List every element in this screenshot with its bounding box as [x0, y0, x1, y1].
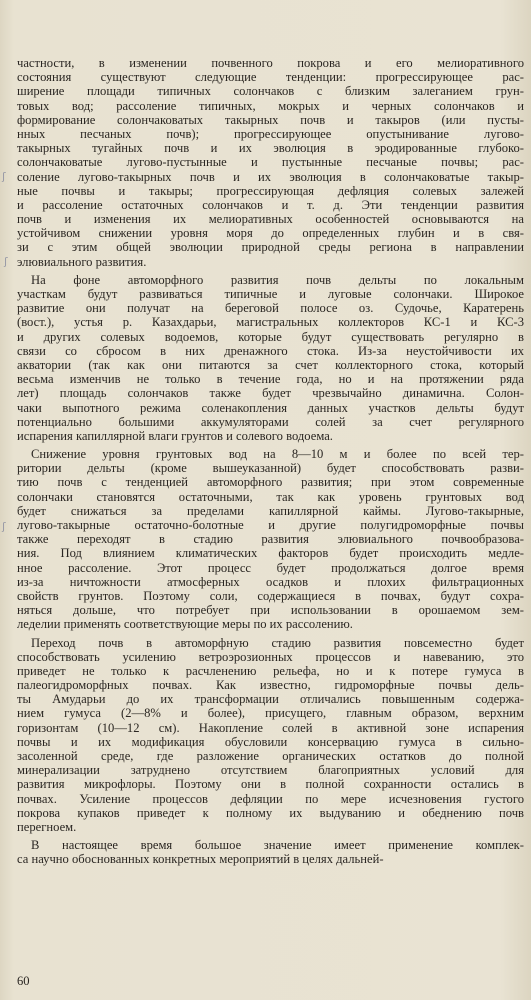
text-line: засоленной среде, где разложение органических остатков до полной	[17, 749, 524, 763]
text-line: лет) площадь солончаков также будет чрезвычайно динамична. Солон-	[17, 386, 524, 401]
text-line: развития микрофлоры. Поэтому они в полной сохранности остались в	[17, 777, 524, 792]
text-line: са научно обоснованных конкретных мероприятий в целях дальней-	[17, 852, 384, 867]
pencil-mark-icon: ʃ	[4, 255, 8, 268]
text-line: способствовать усилению ветроэрозионных процессов и навеванию, это	[17, 649, 524, 664]
text-line: и других солевых водоемов, которые будут существовать регулярно в	[17, 329, 524, 344]
text-line: связи со сбросом в них дренажного стока. Из-за неустойчивости их	[17, 343, 524, 358]
text-line: В настоящее время большое значение имеет применение комплек-	[31, 838, 524, 853]
text-line: приведет не только к расчленению рельефа, но и к потере гумуса в	[17, 663, 524, 678]
paragraph	[17, 56, 524, 269]
text-line: ты Амударьи до их трансформации отличались повышенным содержа-	[17, 692, 524, 707]
text-line: испарения капиллярной влаги грунтов и солевого водоема.	[17, 428, 333, 443]
page-number: 60	[17, 974, 30, 988]
text-line: нных песчаных почв); прогрессирующее опустынивание лугово-	[17, 126, 524, 141]
paragraph	[17, 447, 524, 631]
text-line: перегноем.	[17, 819, 77, 834]
text-line: развитие они получат на береговой полосе оз. Судочье, Каратерень	[17, 301, 524, 316]
pencil-mark-icon: ʃ	[2, 520, 6, 533]
paragraph	[17, 273, 524, 443]
text-line: весьма изменчив не только в течение года, но и на протяжении ряда	[17, 372, 524, 387]
text-line: формирование солончаковатых такырных почв и такыров (или пусты-	[17, 112, 524, 127]
text-line: тию почв с тенденцией автоморфного развития; при этом современные	[17, 475, 524, 490]
text-line: ритории дельты (кроме вышеуказанной) будет способствовать разви-	[17, 461, 524, 476]
text-line: солончаки становятся остаточными, так как уровень грунтовых вод	[17, 489, 524, 504]
text-line: Снижение уровня грунтовых вод на 8—10 м и более по всей тер-	[31, 447, 524, 462]
text-line: ния. Под влиянием климатических факторов будет происходить медле-	[17, 546, 524, 561]
text-line: также переходят в стадию развития элювиального почвообразова-	[17, 532, 524, 547]
text-line: лугово-такырные остаточно-болотные и другие полугидроморфные почвы	[17, 518, 524, 532]
text-line: свойств грунтов. Поэтому соли, содержащиеся в почвах, будут сохра-	[17, 588, 524, 603]
text-line: и рассоление остаточных солончаков и т. д. Эти тенденции развития	[17, 197, 524, 212]
text-line: почвы и их модификация обусловили консервацию гумуса в сильно-	[17, 734, 524, 749]
text-line: ные почвы и такыры; прогрессирующая дефляция солевых залежей	[17, 183, 524, 198]
text-line: товых вод; рассоление типичных, мокрых и черных солончаков и	[17, 98, 524, 113]
text-line: зи с этим общей эволюции природной среды региона в направлении	[17, 240, 524, 255]
text-line: чаки выпотного режима соленакопления данных участков дельты будут	[17, 400, 524, 415]
text-line: элювиального развития.	[17, 254, 147, 269]
text-line: (вост.), устья р. Казахдарьи, магистральных коллекторов КС-1 и КС-3	[17, 315, 524, 330]
text-line: будет снижаться за пределами капиллярной каймы. Лугово-такырные,	[17, 503, 524, 518]
text-line: участкам будут развиваться типичные и луговые солончаки. Широкое	[17, 287, 524, 301]
paragraph	[17, 636, 524, 835]
text-line: ширение площади типичных солончаков с близким залеганием грун-	[17, 84, 524, 99]
text-line: такырных тугайных почв и их эволюция в эродированные глубоко-	[17, 141, 524, 156]
text-line: нием гумуса (2—8% и более), присущего, главным образом, верхним	[17, 706, 524, 721]
text-line: нное рассоление. Этот процесс будет продолжаться долгое время	[17, 560, 524, 575]
text-line: соление лугово-такырных почв и их эволюция в солончаковатые такыр-	[17, 169, 524, 184]
text-line: покрова купаков приведет к полному их выдуванию и обеднению почв	[17, 805, 524, 820]
text-line: частности, в изменении почвенного покрова и его мелиоративного	[17, 56, 524, 70]
text-line: почв и изменения их мелиоративных особенностей основываются на	[17, 212, 524, 227]
paragraph	[17, 838, 524, 866]
text-line: палеогидроморфных почвах. Как известно, гидроморфные почвы дель-	[17, 678, 524, 693]
pencil-mark-icon: ʃ	[2, 170, 6, 183]
text-line: потенциально большими аккумуляторами солей за счет регулярного	[17, 414, 524, 429]
text-line: акватории (так как они питаются за счет коллекторного стока, который	[17, 357, 524, 372]
text-line: леделии применять соответствующие меры по их рассолению.	[17, 617, 353, 632]
text-line: почвах. Усиление процессов дефляции по мере исчезновения густого	[17, 791, 524, 806]
body-text	[17, 56, 524, 871]
text-line: устойчивом снижении уровня моря до определенных глубин и в свя-	[17, 226, 524, 241]
text-line: минерализации затруднено отсутствием благоприятных условий для	[17, 763, 524, 778]
text-line: На фоне автоморфного развития почв дельты по локальным	[31, 272, 524, 287]
text-line: горизонтам (10—12 см). Накопление солей в активной зоне испарения	[17, 720, 524, 735]
text-line: состояния существуют следующие тенденции: прогрессирующее рас-	[17, 70, 524, 85]
text-line: из-за ничтожности атмосферных осадков и плохих фильтрационных	[17, 574, 524, 589]
text-line: няться дольше, что потребует при использовании в орошаемом зем-	[17, 603, 524, 618]
text-line: Переход почв в автоморфную стадию развития повсеместно будет	[31, 635, 524, 650]
text-line: солончаковатые лугово-пустынные и пустынные песчаные почвы; рас-	[17, 155, 524, 170]
